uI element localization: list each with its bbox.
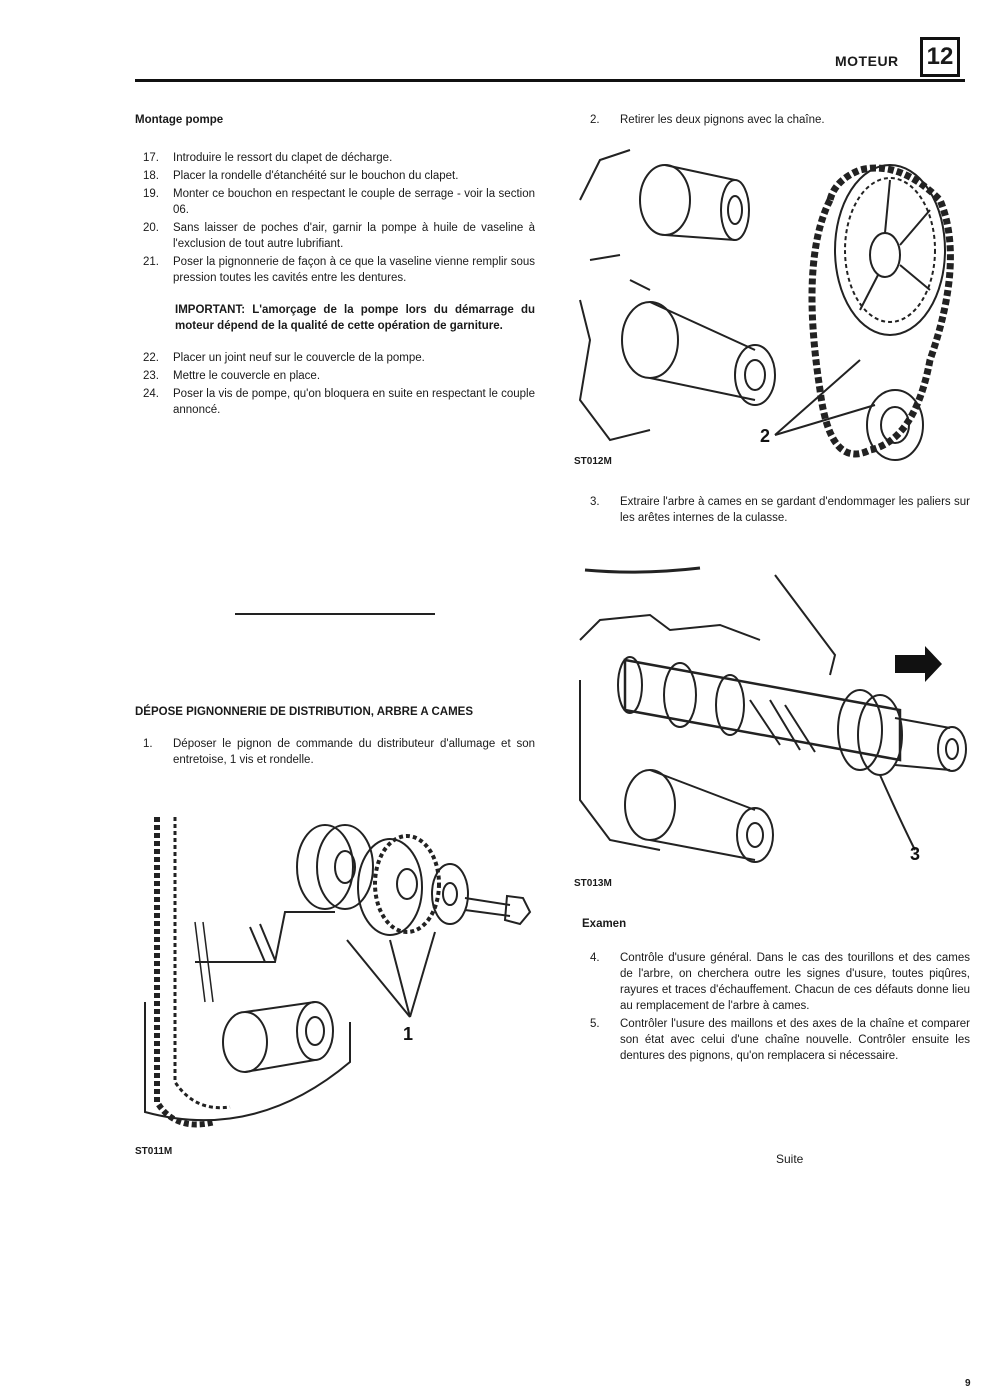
figure-caption-st011m: ST011M [135, 1146, 173, 1157]
step-number: 21. [143, 256, 159, 268]
depose-heading: DÉPOSE PIGNONNERIE DE DISTRIBUTION, ARBRE A CAMES [135, 706, 474, 718]
figure-camshaft [570, 560, 970, 880]
section-number-badge: 12 [920, 37, 960, 77]
step-text: Contrôler l'usure des maillons et des axes de la chaîne et comparer son état avec celui d'une chaîne nouvelle. Contrôler ensuite les dentures des pignons, qu'on remplacera si nécessaire. [620, 1018, 970, 1062]
important-note: IMPORTANT: L'amorçage de la pompe lors du démarrage du moteur dépend de la qualité de cette opération de garniture. [175, 304, 535, 332]
step-number: 18. [143, 170, 159, 182]
examen-heading: Examen [582, 918, 627, 930]
step-number: 17. [143, 152, 159, 164]
examen-section [582, 916, 970, 1066]
step-3: 3. Extraire l'arbre à cames en se gardant d'endommager les paliers sur les arêtes internes de la culasse. [590, 496, 970, 524]
section-divider [235, 613, 435, 615]
step-number: 24. [143, 388, 159, 400]
montage-heading: Montage pompe [135, 114, 224, 126]
depose-steps [135, 736, 535, 768]
montage-steps [135, 150, 535, 286]
step-item [582, 1016, 970, 1064]
step-text: Déposer le pignon de commande du distributeur d'allumage et son entretoise, 1 vis et rondelle. [173, 738, 535, 766]
section-title: MOTEUR [835, 53, 899, 69]
step-text: Placer un joint neuf sur le couvercle de la pompe. [173, 352, 425, 364]
continued-label: Suite [776, 1152, 804, 1166]
step-text: Poser la pignonnerie de façon à ce que la vaseline vienne remplir sous pression toutes les cavités entre les dentures. [173, 256, 535, 284]
figure-callout-3: 3 [910, 844, 921, 864]
montage-section [135, 112, 535, 420]
step2-block [582, 112, 970, 130]
step-text: Placer la rondelle d'étanchéité sur le bouchon du clapet. [173, 170, 459, 182]
header-rule [135, 79, 965, 82]
step-number: 5. [590, 1018, 600, 1030]
examen-steps [582, 950, 970, 1064]
step-item [135, 168, 535, 184]
step-item [135, 220, 535, 252]
step-number: 22. [143, 352, 159, 364]
depose-section [135, 704, 535, 770]
step-item [135, 368, 535, 384]
step-item [135, 350, 535, 366]
step-text: Introduire le ressort du clapet de décharge. [173, 152, 393, 164]
figure-callout-1: 1 [403, 1024, 414, 1044]
figure-timing-chain [570, 140, 970, 470]
step-number: 19. [143, 188, 159, 200]
figure-caption-st012m: ST012M [574, 456, 612, 467]
step-item [135, 186, 535, 218]
step-2: 2. Retirer les deux pignons avec la chaîne. [590, 114, 825, 126]
figure-distributor-gear [135, 812, 535, 1142]
step-text: Mettre le couvercle en place. [173, 370, 321, 382]
step-item [135, 386, 535, 418]
step-text: Poser la vis de pompe, qu'on bloquera en suite en respectant le couple annoncé. [173, 388, 535, 416]
page-mark: 9 [965, 1378, 971, 1389]
step3-block [582, 494, 970, 528]
step-text: Contrôle d'usure général. Dans le cas des tourillons et des cames de l'arbre, on cherchera outre les signes d'usure, toutes piqûres, rayures et traces d'échauffement. Chacun de ces défauts donne lieu au remplacement de l'arbre à cames. [620, 952, 970, 1012]
figure-callout-2: 2 [760, 426, 771, 446]
step-text: Monter ce bouchon en respectant le couple de serrage - voir la section 06. [173, 188, 535, 216]
step-item [135, 736, 535, 768]
step-number: 1. [143, 738, 153, 750]
step-number: 4. [590, 952, 600, 964]
direction-arrow-icon [895, 646, 942, 682]
montage-steps-2 [135, 350, 535, 418]
step-item [135, 254, 535, 286]
figure-caption-st013m: ST013M [574, 878, 612, 889]
step-number: 20. [143, 222, 159, 234]
step-text: Sans laisser de poches d'air, garnir la pompe à huile de vaseline à l'exclusion de tout autre lubrifiant. [173, 222, 535, 250]
step-item [135, 150, 535, 166]
step-item [582, 950, 970, 1014]
step-number: 23. [143, 370, 159, 382]
